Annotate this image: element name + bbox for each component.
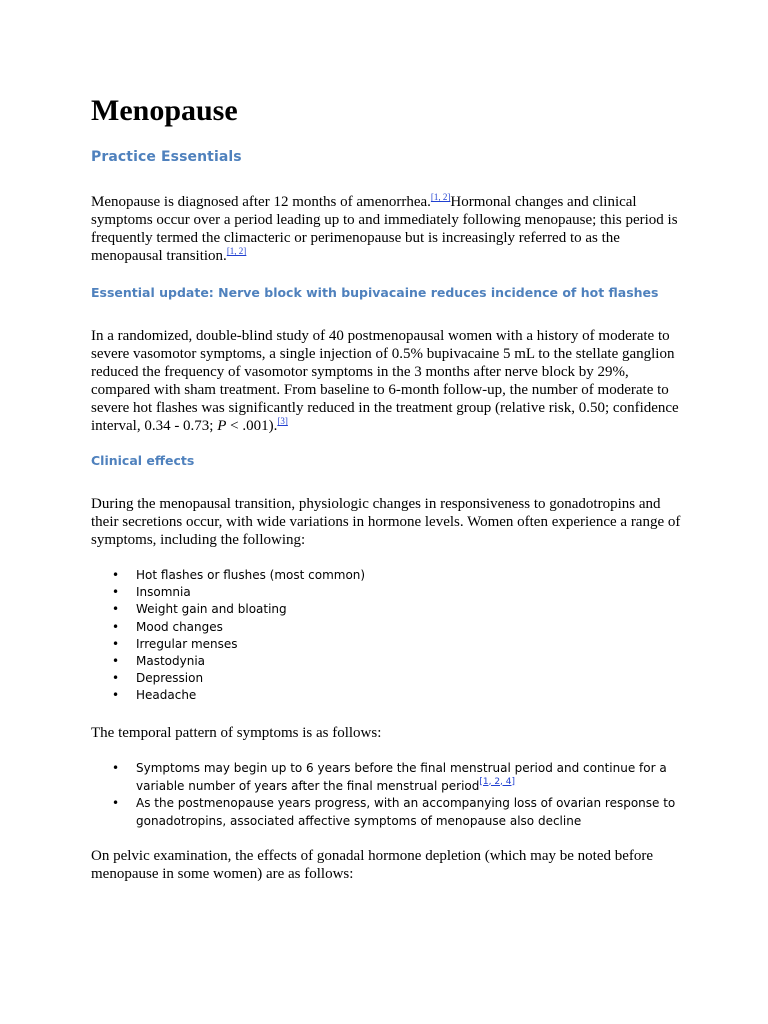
bullet-icon: • [112, 671, 120, 686]
bullet-icon: • [112, 619, 120, 634]
practice-paragraph [91, 193, 691, 265]
update-text-a: In a randomized, double-blind study of 40 postmenopausal women with a history of moderate to severe vasomotor symptoms, a single injection of 0.5% bupivacaine 5 mL to the stellate ganglion reduced the frequency of vasomotor symptoms in the 3 months after nerve block by 29%, compared with sham treatment. From baseline to 6-month follow-up, the number of moderate to severe hot flashes was significantly reduced in the treatment group (relative risk, 0.50; confidence interval, 0.34 - 0.73; [91, 328, 679, 434]
section-heading-practice-essentials: Practice Essentials [91, 149, 242, 165]
symptom-item-text: Insomnia [136, 585, 191, 600]
p-value-symbol: P [217, 418, 227, 434]
update-paragraph [91, 327, 691, 435]
pelvic-intro-paragraph: On pelvic examination, the effects of gonadal hormone depletion (which may be noted before menopause in some women) are as follows: [91, 848, 654, 882]
bullet-icon: • [112, 568, 120, 582]
section-heading-clinical-effects: Clinical effects [91, 453, 195, 468]
symptom-item-text: Mood changes [136, 619, 223, 634]
list-item [110, 760, 700, 795]
bullet-icon: • [112, 688, 120, 703]
symptom-item-text: Hot flashes or flushes (most common) [136, 568, 366, 582]
citation-link[interactable]: [1, 2] [226, 246, 247, 256]
section-heading-essential-update: Essential update: Nerve block with bupivacaine reduces incidence of hot flashes [91, 285, 659, 300]
list-item [110, 653, 710, 670]
bullet-icon: • [112, 796, 120, 810]
temporal-intro-paragraph: The temporal pattern of symptoms is as follows: [91, 725, 382, 741]
practice-text-b: Hormonal changes and clinical symptoms occur over a period leading up to and immediately following menopause; this period is frequently termed the climacteric or perimenopause but is increasingly referred to as the menopausal transition. [91, 194, 678, 264]
clinical-intro-paragraph: During the menopausal transition, physiologic changes in responsiveness to gonadotropins and their secretions occur, with wide variations in hormone levels. Women often experience a range of symptoms, including the following: [91, 496, 681, 548]
list-item [110, 636, 710, 653]
bullet-icon: • [112, 654, 120, 669]
list-item [110, 619, 710, 636]
citation-link[interactable]: [1, 2] [430, 192, 451, 202]
list-item [110, 601, 710, 618]
citation-link[interactable]: [1, 2, 4] [479, 776, 516, 787]
symptom-item-text: Weight gain and bloating [136, 602, 287, 617]
list-item [110, 567, 710, 584]
symptom-item-text: Irregular menses [136, 636, 238, 651]
bullet-icon: • [112, 585, 120, 600]
bullet-icon: • [112, 602, 120, 617]
symptom-list [110, 567, 710, 705]
practice-text-a: Menopause is diagnosed after 12 months of amenorrhea. [91, 194, 431, 210]
symptom-item-text: Headache [136, 688, 197, 703]
bullet-icon: • [112, 761, 120, 775]
symptom-item-text: Mastodynia [136, 654, 206, 669]
list-item [110, 795, 700, 830]
temporal-item-text: As the postmenopause years progress, with an accompanying loss of ovarian response to gonadotropins, associated affective symptoms of menopause also decline [136, 796, 676, 828]
citation-link[interactable]: [3] [277, 416, 288, 426]
list-item [110, 687, 710, 704]
temporal-list [110, 760, 700, 830]
page-title: Menopause [91, 94, 238, 127]
temporal-item-text: Symptoms may begin up to 6 years before the final menstrual period and continue for a variable number of years after the final menstrual period [136, 761, 667, 793]
update-text-b: < .001). [226, 418, 278, 434]
bullet-icon: • [112, 636, 120, 651]
list-item [110, 584, 710, 601]
symptom-item-text: Depression [136, 671, 204, 686]
list-item [110, 670, 710, 687]
